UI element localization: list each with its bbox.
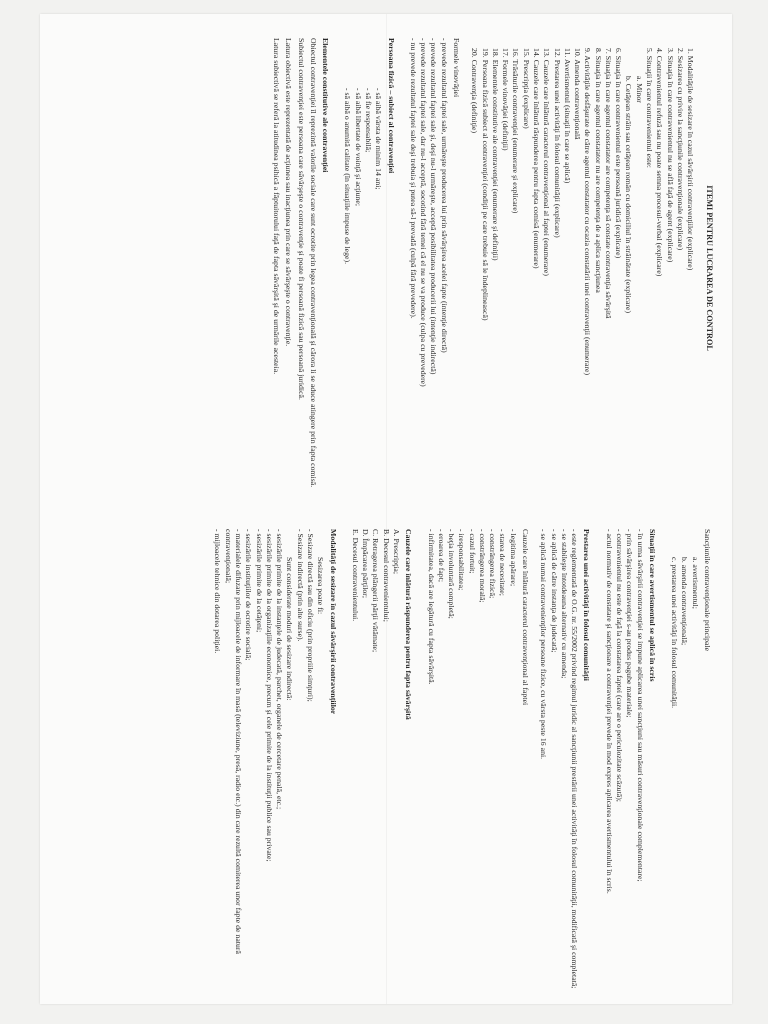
- cause-item: D. Împăcarea părţilor;: [361, 529, 371, 599]
- causes-liability-list: [350, 529, 401, 989]
- cause-item: - legitima apărare;: [508, 529, 518, 989]
- topic-item: 18. Elementele constitutive ale contravenţiei (enumerare şi definiţii): [490, 48, 500, 261]
- cause-item: C. Retragerea plângerii părţii vătămate;: [371, 529, 381, 653]
- topic-subitem: a. Minor: [634, 76, 644, 103]
- form-item: - prevede rezultatul faptei sale, urmăreşte producerea lui prin săvârşirea acelei fapte (intenţie directă): [438, 38, 448, 498]
- elements-heading: Elementele constitutive ale contravenţiei: [321, 38, 331, 173]
- cause-item: - constrângerea morală;: [477, 529, 487, 989]
- topics-list-a: [644, 38, 695, 498]
- modes-heading: Modalităţi de sesizare în cazul săvârşirii contravenţiilor: [328, 529, 338, 715]
- forms-list: [408, 38, 449, 498]
- community-item: - se aplică de către instanţa de judecată;: [548, 529, 558, 989]
- element-paragraph: Latura subiectivă se referă la atitudinea psihică a făptuitorului faţă de fapta săvârşită şi de urmările acesteia.: [272, 38, 282, 375]
- cause-item: - infirmitatea, dacă are legătură cu fapta săvârşită.: [425, 529, 435, 989]
- topic-item: 7. Situaţia în care agentul constatator are competenţa să constate contravenţia săvârşită: [603, 48, 613, 319]
- topic-item: 14. Cauzele care înlătură răspunderea pentru fapta comisă (enumerare): [531, 48, 541, 269]
- indirect-list: [212, 529, 284, 989]
- person-heading: Persoana fizică – subiect al contravenţiei: [386, 38, 396, 174]
- sanction-item: a. avertismentul;: [690, 557, 700, 609]
- community-item: - este reglementată de O.G. nr. 55/2002 privind regimul juridic al sancţiunii prestării unei activităţi în folosul comunităţii, modificată şi completată;: [569, 529, 579, 989]
- sanctions-heading: Sancţiunile contravenţionale principale: [703, 529, 712, 652]
- topic-item: 20. Contravenţia (definiţie): [470, 48, 480, 134]
- element-paragraph: Subiectul contravenţiei este persoana care săvârşeşte o contravenţie şi poate fi persoană fizică sau persoană juridică.: [296, 38, 306, 400]
- topic-item: 9. Activităţile desfăşurate de către agentul constatator cu ocazia constatării unei contravenţii (enumerare): [583, 48, 593, 376]
- indirect-item: - mijloacele tehnice din dotarea poliţiei.: [212, 529, 222, 989]
- person-condition-item: - să aibă o anumită calitate (în situaţiile impuse de lege).: [342, 88, 352, 498]
- modes-list: [294, 529, 315, 989]
- community-heading: Prestarea unei activităţi în folosul comunităţii: [582, 529, 592, 681]
- form-item: - prevede rezultatul faptei sale, dar nu-l acceptă, socotind fără temei că el nu se va produce (culpa cu prevedere): [418, 38, 428, 498]
- document-title: ITEMI PENTRU LUCRAREA DE CONTROL: [705, 185, 714, 351]
- causes-liability-heading: Cauzele care înlătură răspunderea pentru fapta săvârşită: [404, 529, 414, 720]
- cause-item: - eroarea de fapt;: [436, 529, 446, 989]
- modes-intro: Sesizarea poate fi:: [316, 557, 326, 615]
- warning-item: - în urma săvârşirii contravenţiei se impune aplicarea unei sancţiuni sau măsuri contravenţionale complementare;: [634, 529, 644, 989]
- person-condition-item: - să fie responsabilă;: [363, 88, 373, 498]
- mode-item: - Sesizare indirectă (prin alte surse).: [294, 529, 304, 989]
- topic-item: 11. Avertismentul (situaţii în care se aplică): [562, 48, 572, 184]
- document-left-column: [54, 38, 714, 498]
- topic-item: 12. Prestarea unei activităţi în folosul comunităţii (explicare): [552, 48, 562, 238]
- cause-item: - iresponsabilitatea;: [456, 529, 466, 989]
- sanction-item: c. prestarea unei activităţi în folosul comunităţii.: [670, 557, 680, 709]
- community-item: - se stabileşte întotdeauna alternativ cu amenda;: [559, 529, 569, 989]
- topic-item: 17. Formele vinovăţiei (definiţii): [501, 48, 511, 151]
- topic-item: 10. Amenda contravenţională: [573, 48, 583, 140]
- form-item: - prevede rezultatul faptei sale şi, deşi nu-l urmăreşte, acceptă posibilitatea producerii lui (intenţie indirectă): [428, 38, 438, 498]
- indirect-item: - sesizările primite de la cetăţeni;: [253, 529, 263, 989]
- community-list: [538, 529, 579, 989]
- community-item: - se aplică numai contravenienţilor persoane fizice, cu vârsta peste 16 ani.: [538, 529, 548, 989]
- form-item: - nu prevede rezultatul faptei sale deşi trebuia şi putea să-l prevadă (culpă fără prevedere).: [408, 38, 418, 498]
- topic-5-sublist: [623, 38, 644, 498]
- topic-item: 2. Sesizarea cu privire la sancţiunile contravenţionale (explicare): [675, 48, 685, 251]
- scanned-page: [40, 14, 732, 1004]
- topic-item: 16. Trăsăturile contravenţiei (enumerare şi explicare): [511, 48, 521, 214]
- topics-list-b: [469, 38, 623, 498]
- element-paragraph: Latura obiectivă este reprezentată de acţiunea sau inacţiunea prin care se săvârşeşte o contravenţie.: [284, 38, 294, 347]
- topic-item: 4. Contravenientul refuză sau nu poate semna procesul-verbal (explicare): [655, 48, 665, 277]
- element-paragraph: Obiectul contravenţiei îl reprezintă valorile sociale care sunt ocrotite prin legea contravenţională şi cărora li se aduce atingere prin fapta comisă.: [308, 38, 318, 488]
- document-right-column: [54, 529, 714, 989]
- forms-heading: Formele vinovăţiei: [451, 38, 461, 98]
- warning-heading: Situaţii în care avertismentul se aplică în scris: [647, 529, 657, 682]
- cause-item: - starea de necesitate;: [497, 529, 507, 989]
- causes-character-list: [425, 529, 518, 989]
- warning-list: [603, 529, 644, 989]
- topic-item: 13. Cauzele care înlătură caracterul contravenţional al faptei (enumerare): [542, 48, 552, 276]
- topic-item: 8. Situaţia în care agentul constatator nu are competenţa de a aplica sancţiunea: [593, 48, 603, 293]
- topic-item: 19. Persoana fizică subiect al contravenţiei (condiţii pe care trebuie să le îndeplinească): [480, 48, 490, 321]
- indirect-item: - materialele difuzate prin mijloacele de informare în masă (televiziune, presă, radio etc.) din care rezultă comiterea unor fapte de natură contravenţională;: [222, 529, 243, 989]
- causes-character-heading: Cauzele care înlătură caracterul contravenţional al faptei: [521, 529, 531, 706]
- indirect-item: - sesizările instituţiilor de ocrotire socială;: [243, 529, 253, 989]
- cause-item: B. Decesul contravenientului;: [381, 529, 391, 622]
- cause-item: - beţia involuntară completă;: [446, 529, 456, 989]
- topic-item: 1. Modalităţile de sesizare în cazul săvârşirii contravenţiilor (explicare): [686, 48, 696, 271]
- indirect-item: - sesizările primite de la organizaţiile economice, precum şi cele primite de la instituţii publice sau private;: [264, 529, 274, 989]
- indirect-intro: Sunt considerate moduri de sesizare indirectă:: [285, 557, 295, 701]
- sanction-item: b. amenda contravenţională;: [680, 557, 690, 646]
- person-condition-item: - să aibă libertate de voinţă şi acţiune;: [352, 88, 362, 498]
- cause-item: - cazul fortuit;: [466, 529, 476, 989]
- person-condition-item: - să aibă vârsta de minim 14 ani;: [373, 88, 383, 498]
- sanctions-list: [669, 529, 700, 989]
- topic-item: 3. Situaţia în care contravenientul nu se află faţă de agent (explicare): [665, 48, 675, 263]
- warning-item: - prin săvârşirea contravenţiei s-au produs pagube materiale;: [624, 529, 634, 989]
- cause-item: A. Prescripţia;: [391, 529, 401, 575]
- mode-item: - Sesizare directă sau din oficiu (prin propriile simţuri);: [305, 529, 315, 989]
- rotated-document-content: [40, 14, 732, 1004]
- cause-item: - constrângerea fizică;: [487, 529, 497, 989]
- warning-item: - actul normativ de constatare şi sancţionare a contravenţiei prevede în mod expres aplicarea avertismentului în scris.: [603, 529, 613, 989]
- warning-item: - contravenientul nu este de faţă la constatarea faptei (care are o periculozitate scăzută);: [614, 529, 624, 989]
- topic-item: 6. Situaţia în care contravenientul este persoană juridică (explicare): [614, 48, 624, 259]
- topic-subitem: b. Cetăţean străin sau cetăţean român cu domiciliul în străinătate (explicare): [624, 76, 634, 314]
- topic-item: 5. Situaţii în care contravenientul este:: [645, 48, 655, 168]
- person-conditions-list: [342, 38, 383, 498]
- cause-item: E. Decesul contravenientului.: [350, 529, 360, 622]
- indirect-item: - sesizările primite de la instanţele de judecată, parchet, organele de cercetare penală, etc.;: [274, 529, 284, 989]
- topic-item: 15. Prescripţia (explicare): [521, 48, 531, 129]
